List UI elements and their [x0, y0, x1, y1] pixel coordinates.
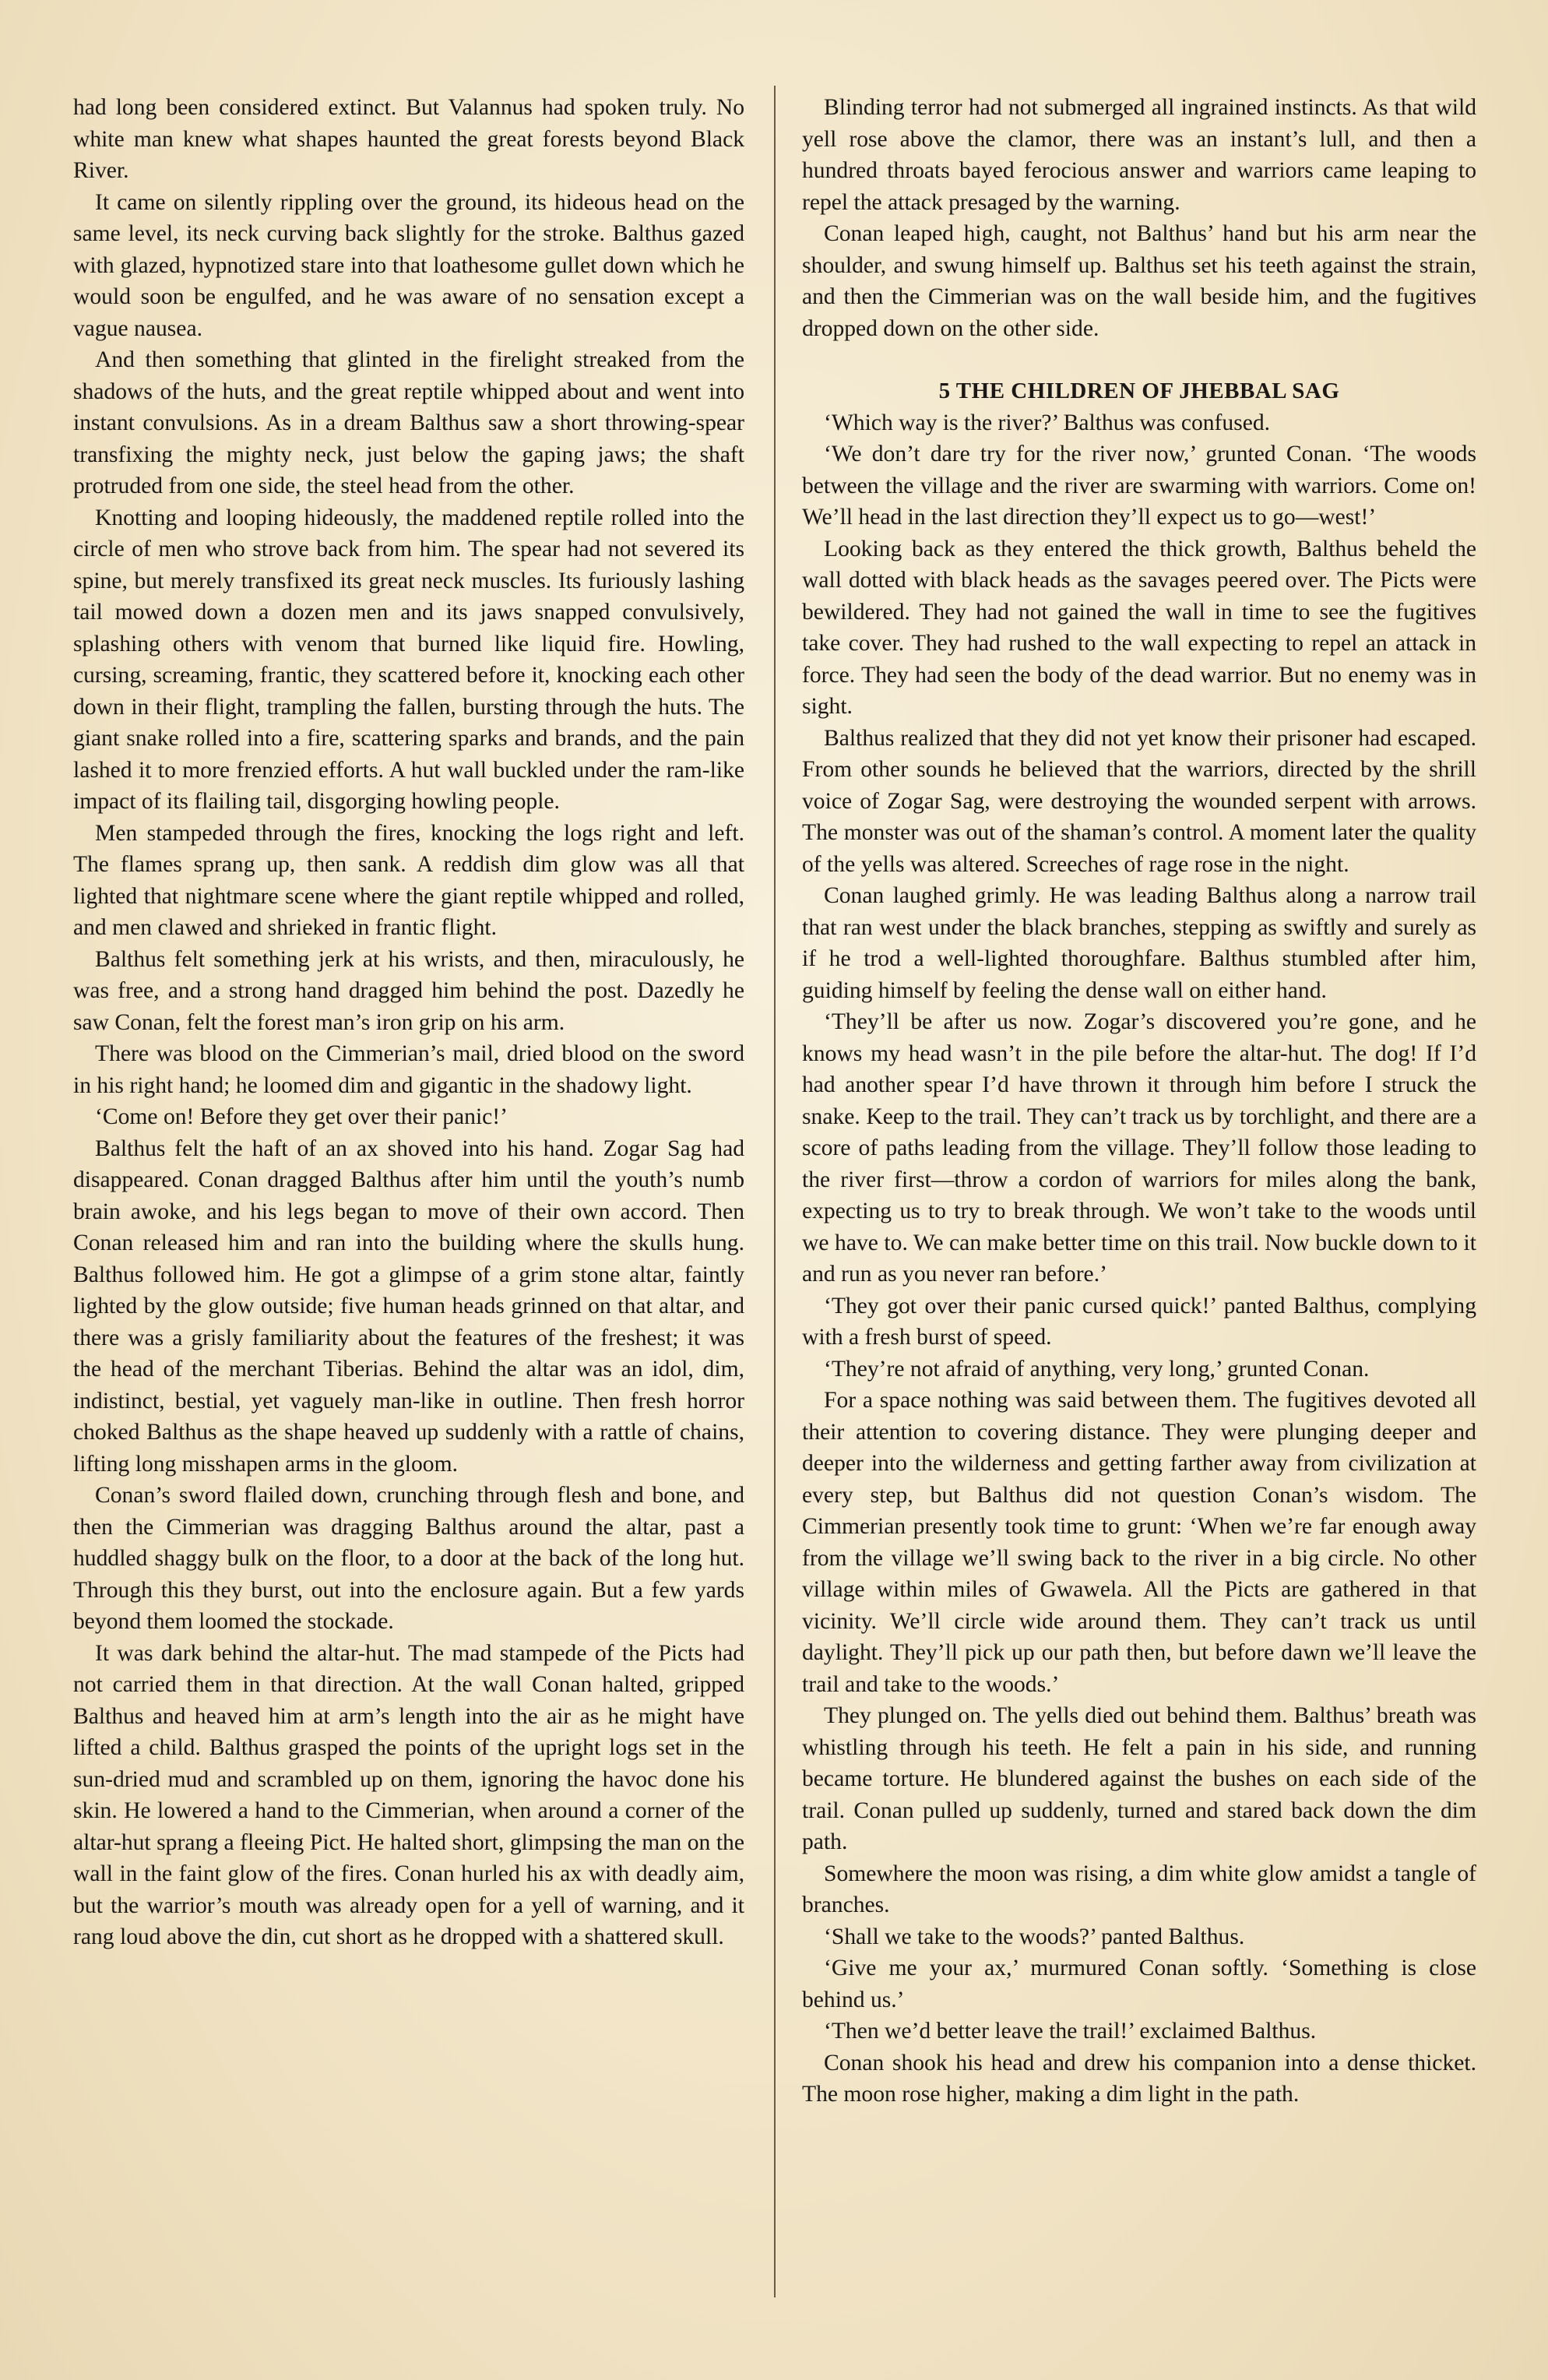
paragraph: Looking back as they entered the thick growth, Balthus beheld the wall dotted with black heads as the savages peered over. The Picts were bewildered. They had not gained the wall in time to see the fugitives take cover. They had rushed to the wall expecting to repel an attack in force. They had seen the body of the dead warrior. But no enemy was in sight. — [802, 536, 1476, 719]
column-divider — [774, 86, 776, 2297]
right-column-top-text — [802, 92, 1476, 344]
paragraph: ‘Give me your ax,’ murmured Conan softly. ‘Something is close behind us.’ — [802, 1956, 1476, 2012]
paragraph: Blinding terror had not submerged all ingrained instincts. As that wild yell rose above the clamor, there was an instant’s lull, and then a hundred throats bayed ferocious answer and warriors came leaping to repel the attack presaged by the warning. — [802, 95, 1476, 215]
paragraph: Conan leaped high, caught, not Balthus’ hand but his arm near the shoulder, and swung himself up. Balthus set his teeth against the strain, and then the Cimmerian was on the wall beside him, and the fugitives dropped down on the other side. — [802, 221, 1476, 341]
right-column-bottom-text — [802, 407, 1476, 2111]
paragraph: ‘They got over their panic cursed quick!’ panted Balthus, complying with a fresh burst of speed. — [802, 1293, 1476, 1350]
paragraph: They plunged on. The yells died out behind them. Balthus’ breath was whistling through his teeth. He felt a pain in his side, and running became torture. He blundered against the bushes on each side of the trail. Conan pulled up suddenly, turned and stared back down the dim path. — [802, 1703, 1476, 1854]
paragraph: Balthus realized that they did not yet know their prisoner had escaped. From other sounds he believed that the warriors, directed by the shrill voice of Zogar Sag, were destroying the wounded serpent with arrows. The monster was out of the shaman’s control. A moment later the quality of the yells was altered. Screeches of rage rose in the night. — [802, 725, 1476, 877]
paragraph: For a space nothing was said between them. The fugitives devoted all their attention to covering distance. They were plunging deeper and deeper into the wilderness and getting farther away from civilization at every step, but Balthus did not question Conan’s wisdom. The Cimmerian presently took time to grunt: ‘When we’re far enough away from the village we’ll swing back to the river in a big circle. No other village within miles of Gwawela. All the Picts are gathered in that vicinity. We’ll circle wide around them. They can’t track us until daylight. They’ll pick up our path then, but before dawn we’ll leave the trail and take to the woods.’ — [802, 1388, 1476, 1697]
paragraph: Knotting and looping hideously, the maddened reptile rolled into the circle of men who strove back from him. The spear had not severed its spine, but merely transfixed its great neck muscles. Its furiously lashing tail mowed down a dozen men and its jaws snapped convulsively, splashing others with venom that burned like liquid fire. Howling, cursing, screaming, frantic, they scattered before it, knocking each other down in their flight, trampling the fallen, bursting through the huts. The giant snake rolled into a fire, scattering sparks and brands, and the pain lashed it to more frenzied efforts. A hut wall buckled under the ram-like impact of its flailing tail, disgorging howling people. — [73, 505, 744, 814]
paragraph: There was blood on the Cimmerian’s mail, dried blood on the sword in his right hand; he loomed dim and gigantic in the shadowy light. — [73, 1041, 744, 1098]
paragraph: ‘Shall we take to the woods?’ panted Balthus. — [824, 1924, 1245, 1949]
paragraph: Men stampeded through the fires, knocking the logs right and left. The flames sprang up, then sank. A reddish dim glow was all that lighted that nightmare scene where the giant reptile whipped and rolled, and men clawed and shrieked in frantic flight. — [73, 820, 744, 940]
paragraph: ‘We don’t dare try for the river now,’ grunted Conan. ‘The woods between the village and the river are swarming with warriors. Come on! We’ll head in the last direction they’ll expect us to go—west!’ — [802, 442, 1476, 530]
paragraph: Balthus felt something jerk at his wrists, and then, miraculously, he was free, and a strong hand dragged him behind the post. Dazedly he saw Conan, felt the forest man’s iron grip on his arm. — [73, 946, 744, 1035]
paragraph: Conan shook his head and drew his companion into a dense thicket. The moon rose higher, making a dim light in the path. — [802, 2050, 1476, 2107]
paragraph: Balthus felt the haft of an ax shoved into his hand. Zogar Sag had disappeared. Conan dragged Balthus after him until the youth’s numb brain awoke, and his legs began to move of their own accord. Then Conan released him and ran into the building where the skulls hung. Balthus followed him. He got a glimpse of a grim stone altar, faintly lighted by the glow outside; five human heads grinned on that altar, and there was a grisly familiarity about the features of the freshest; it was the head of the merchant Tiberias. Behind the altar was an idol, dim, indistinct, bestial, yet vaguely man-like in outline. Then fresh horror choked Balthus as the shape heaved up suddenly with a rattle of chains, lifting long misshapen arms in the gloom. — [73, 1135, 744, 1477]
paragraph: Conan laughed grimly. He was leading Balthus along a narrow trail that ran west under the black branches, stepping as swiftly and surely as if he trod a well-lighted thoroughfare. Balthus stumbled after him, guiding himself by feeling the dense wall on either hand. — [802, 883, 1476, 1003]
paragraph: ‘Then we’d better leave the trail!’ exclaimed Balthus. — [824, 2019, 1317, 2044]
paragraph: ‘Which way is the river?’ Balthus was confused. — [824, 410, 1271, 435]
paragraph: It came on silently rippling over the ground, its hideous head on the same level, its neck curving back slightly for the stroke. Balthus gazed with glazed, hypnotized stare into that loathesome gullet down which he would soon be engulfed, and he was aware of no sensation except a vague nausea. — [73, 189, 744, 341]
right-text-column — [802, 92, 1476, 2111]
paragraph: ‘They’ll be after us now. Zogar’s discovered you’re gone, and he knows my head wasn’t in the pile before the altar-hut. The dog! If I’d had another spear I’d have thrown it through him before I struck the snake. Keep to the trail. They can’t track us by torchlight, and there are a score of paths leading from the village. They’ll follow those leading to the river first—throw a cordon of warriors for miles along the bank, expecting us to try to break through. We won’t take to the woods until we have to. We can make better time on this trail. Now buckle down to it and run as you never ran before.’ — [802, 1009, 1476, 1287]
chapter-heading: 5 THE CHILDREN OF JHEBBAL SAG — [938, 378, 1340, 403]
paragraph: And then something that glinted in the firelight streaked from the shadows of the huts, and the great reptile whipped about and went into instant convulsions. As in a dream Balthus saw a short throwing-spear transfixing the mighty neck, just below the gaping jaws; the shaft protruded from one side, the steel head from the other. — [73, 347, 744, 498]
paragraph: ‘They’re not afraid of anything, very long,’ grunted Conan. — [824, 1356, 1370, 1382]
paragraph: had long been considered extinct. But Valannus had spoken truly. No white man knew what shapes haunted the great forests beyond Black River. — [73, 95, 744, 183]
paragraph: ‘Come on! Before they get over their panic!’ — [95, 1104, 508, 1129]
left-text-column — [73, 92, 744, 1953]
paragraph: It was dark behind the altar-hut. The mad stampede of the Picts had not carried them in that direction. At the wall Conan halted, gripped Balthus and heaved him at arm’s length into the air as he might have lifted a child. Balthus grasped the points of the upright logs set in the sun-dried mud and scrambled up on them, ignoring the havoc done his skin. He lowered a hand to the Cimmerian, when around a corner of the altar-hut sprang a fleeing Pict. He halted short, glimpsing the man on the wall in the faint glow of the fires. Conan hurled his ax with deadly aim, but the warrior’s mouth was already open for a yell of warning, and it rang loud above the din, cut short as he dropped with a shattered skull. — [73, 1640, 744, 1949]
paragraph: Conan’s sword flailed down, crunching through flesh and bone, and then the Cimmerian was dragging Balthus around the altar, past a huddled shaggy bulk on the floor, to a door at the back of the long hut. Through this they burst, out into the enclosure again. But a few yards beyond them loomed the stockade. — [73, 1483, 744, 1634]
paragraph: Somewhere the moon was rising, a dim white glow amidst a tangle of branches. — [802, 1861, 1476, 1917]
